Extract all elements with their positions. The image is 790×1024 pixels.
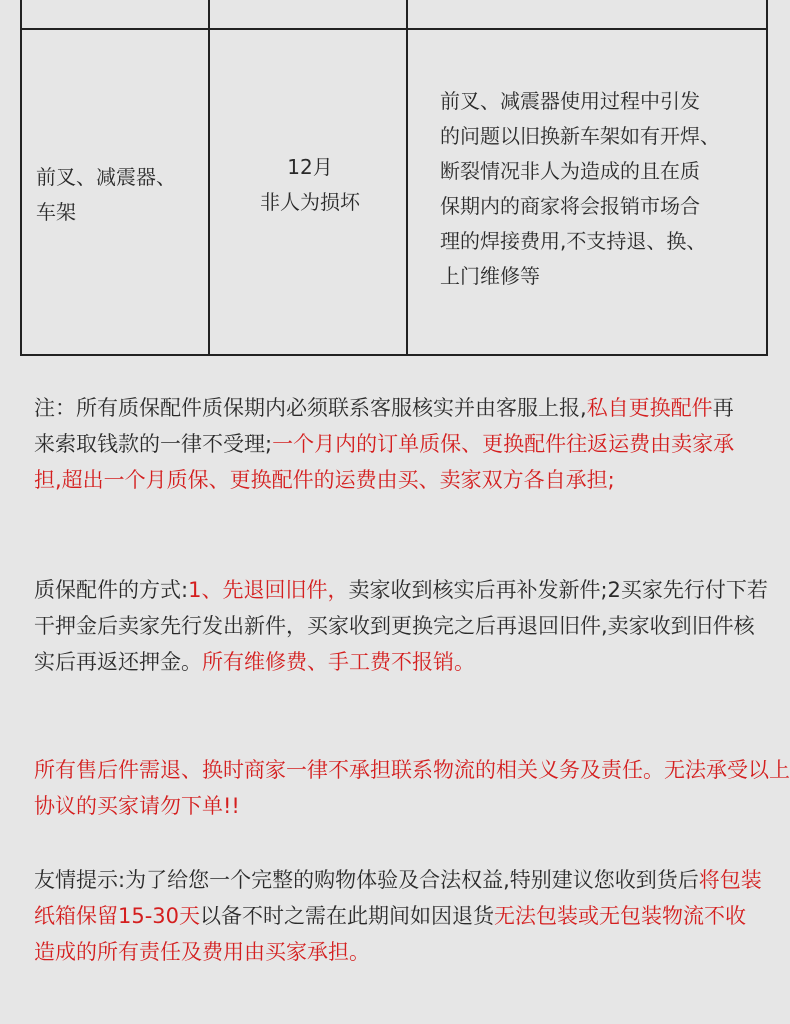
cell-line: 的问题以旧换新车架如有开焊、 [440,124,720,148]
note-text: 质保配件的方式: [34,578,189,602]
note-text: 卖家收到核实后再补发新件;2买家先行付下若干押金后卖家先行发出新件，买家收到更换完之后再退回旧件,卖家收到旧件核实后再返还押金。 [34,578,768,674]
note-paragraph-method [34,572,769,680]
cell-line: 保期内的商家将会报销市场合 [440,194,700,218]
note-paragraph-warranty [34,390,754,498]
note-text-emphasis: 所有售后件需退、换时商家一律不承担联系物流的相关义务及责任。无法承受以上协议的买家请勿下单!! [34,758,790,818]
cell-line: 非人为损坏 [260,190,360,214]
table-cell-period [212,150,408,220]
warranty-table [20,0,768,356]
cell-line: 前叉、减震器、 [36,165,176,189]
row-divider [22,28,766,30]
column-divider [208,0,210,354]
note-text: 再来索取钱款的一律不受理; [34,396,734,456]
note-text-emphasis: 所有维修费、手工费不报销。 [202,650,475,674]
note-text: 友情提示:为了给您一个完整的购物体验及合法权益,特别建议您收到货后 [34,868,699,892]
note-text: 以备不时之需在此期间如因退货 [200,904,495,928]
note-text: 注：所有质保配件质保期内必须联系客服核实并由客服上报, [34,396,587,420]
note-text-emphasis: 1、先退回旧件， [188,578,349,602]
cell-line: 断裂情况非人为造成的且在质 [440,159,700,183]
cell-line: 理的焊接费用,不支持退、换、 [440,229,707,253]
cell-line: 12月 [287,155,333,179]
note-paragraph-tip [34,862,762,970]
cell-line: 车架 [36,200,76,224]
note-text-emphasis: 将包装纸箱保留15-30天 [34,868,762,928]
note-text-emphasis: 私自更换配件 [586,396,713,420]
note-text-emphasis: 无法包装或无包装物流不收造成的所有责任及费用由买家承担。 [34,904,747,964]
cell-line: 上门维修等 [440,264,540,288]
cell-line: 前叉、减震器使用过程中引发 [440,89,700,113]
note-text-emphasis: 一个月内的订单质保、更换配件往返运费由卖家承担,超出一个月质保、更换配件的运费由买、卖家双方各自承担; [34,432,735,492]
note-paragraph-after-sales [34,752,790,824]
table-cell-part [36,160,206,230]
table-cell-policy [440,84,762,294]
